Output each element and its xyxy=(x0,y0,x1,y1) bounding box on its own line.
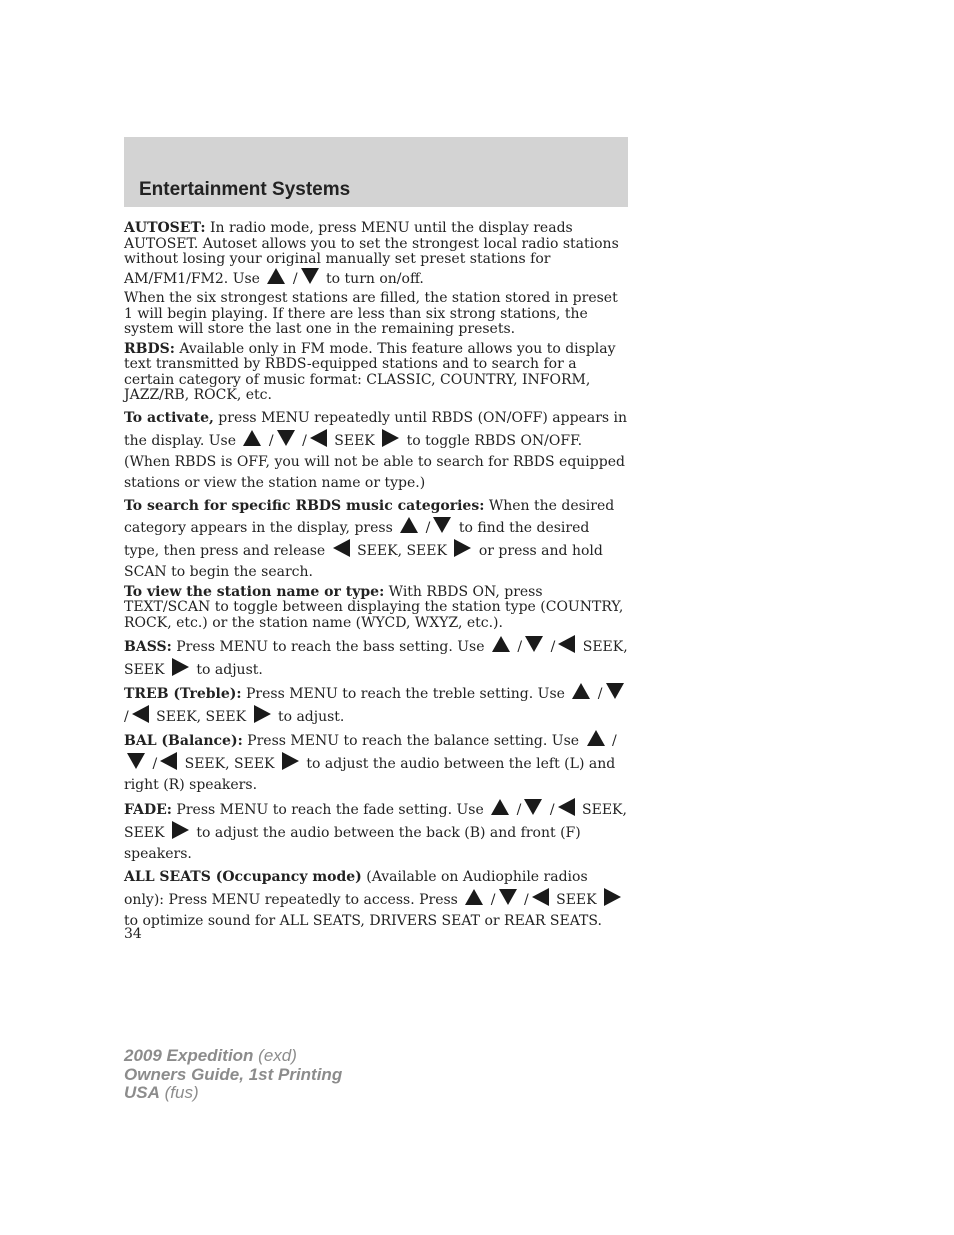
arrow-left-icon xyxy=(310,429,327,447)
balance-paragraph: BAL (Balance): Press MENU to reach the balance setting. Use / / SEEK, SEEK to adjust the audio between the left (L) and right (R) speakers. xyxy=(124,730,628,796)
arrow-left-icon xyxy=(558,635,575,653)
footer-line-guide: Owners Guide, 1st Printing xyxy=(124,1064,343,1084)
autoset-paragraph: AUTOSET: In radio mode, press MENU until the display reads AUTOSET. Autoset allows you to set the strongest local radio stations without losing your original manually set preset stations for AM/FM1/FM2. Use / to turn on/off. xyxy=(124,220,619,287)
bass-paragraph: BASS: Press MENU to reach the bass setting. Use / / SEEK, SEEK to adjust. xyxy=(124,635,628,681)
arrow-up-icon xyxy=(465,889,483,905)
footer-line-region: USA (fus) xyxy=(124,1083,199,1102)
arrow-left-icon xyxy=(160,752,177,770)
autoset-detail-paragraph: When the six strongest stations are filled, the station stored in preset 1 will begin playing. If there are less than six strong stations, the system will store the last one in the remaining presets. xyxy=(124,290,618,337)
arrow-up-icon xyxy=(492,636,510,652)
rbds-paragraph: RBDS: Available only in FM mode. This feature allows you to display text transmitted by RBDS-equipped stations and to search for a certain category of music format: CLASSIC, COUNTRY, INFORM, JAZZ/RB, ROCK, etc. xyxy=(124,340,616,403)
arrow-up-icon xyxy=(491,799,509,815)
arrow-right-icon xyxy=(254,705,271,723)
autoset-heading: AUTOSET: xyxy=(124,220,206,236)
view-heading: To view the station name or type: xyxy=(124,583,385,600)
search-heading: To search for specific RBDS music categories: xyxy=(124,497,485,514)
arrow-up-icon xyxy=(587,730,605,746)
arrow-down-icon xyxy=(277,430,295,446)
arrow-right-icon xyxy=(604,888,621,906)
treble-heading: TREB (Treble): xyxy=(124,686,242,702)
arrow-down-icon xyxy=(301,268,319,284)
arrow-down-icon xyxy=(499,889,517,905)
arrow-right-icon xyxy=(172,658,189,676)
arrow-down-icon xyxy=(525,636,543,652)
manual-body xyxy=(124,221,628,934)
arrow-down-icon xyxy=(433,517,451,533)
fade-heading: FADE: xyxy=(124,802,172,818)
arrow-left-icon xyxy=(333,539,350,557)
bass-heading: BASS: xyxy=(124,639,172,655)
all-seats-heading: ALL SEATS (Occupancy mode) xyxy=(124,869,362,885)
arrow-up-icon xyxy=(243,430,261,446)
activate-heading: To activate, xyxy=(124,409,214,426)
arrow-left-icon xyxy=(132,705,149,723)
arrow-right-icon xyxy=(282,752,299,770)
arrow-right-icon xyxy=(172,821,189,839)
footer-line-model: 2009 Expedition (exd) xyxy=(124,1046,297,1065)
section-header xyxy=(124,137,628,207)
arrow-right-icon xyxy=(454,539,471,557)
section-title: Entertainment Systems xyxy=(139,179,351,200)
arrow-down-icon xyxy=(606,683,624,699)
rbds-heading: RBDS: xyxy=(124,340,175,357)
all-seats-paragraph: ALL SEATS (Occupancy mode) (Available on Audiophile radios only): Press MENU repeatedly to access. Press / / SEEK to optimize sound for ALL SEATS, DRIVERS SEAT or REAR SEATS. xyxy=(124,867,628,932)
view-paragraph: To view the station name or type: With RBDS ON, press TEXT/SCAN to toggle between displaying the station type (COUNTRY, ROCK, etc.) or the station name (WYCD, WXYZ, etc.). xyxy=(124,583,624,631)
document-footer xyxy=(124,1047,342,1103)
activate-paragraph: To activate, press MENU repeatedly until RBDS (ON/OFF) appears in the display. Use / / SEEK to toggle RBDS ON/OFF. (When RBDS is OFF, you will not be able to search for RBDS equipped stations or view the station name or type.) xyxy=(124,409,628,491)
arrow-left-icon xyxy=(558,798,575,816)
arrow-right-icon xyxy=(382,429,399,447)
arrow-up-icon xyxy=(267,268,285,284)
arrow-up-icon xyxy=(400,517,418,533)
page-number: 34 xyxy=(124,926,142,942)
arrow-up-icon xyxy=(572,683,590,699)
balance-heading: BAL (Balance): xyxy=(124,733,243,749)
fade-paragraph: FADE: Press MENU to reach the fade setting. Use / / SEEK, SEEK to adjust the audio between the back (B) and front (F) speakers. xyxy=(124,798,628,865)
arrow-down-icon xyxy=(127,753,145,769)
arrow-down-icon xyxy=(524,799,542,815)
treble-paragraph: TREB (Treble): Press MENU to reach the treble setting. Use / / SEEK, SEEK to adjust. xyxy=(124,683,628,728)
arrow-left-icon xyxy=(532,888,549,906)
search-paragraph: To search for specific RBDS music categories: When the desired category appears in the display, press / to find the desired type, then press and release SEEK, SEEK or press and hold SCAN to begin the search. xyxy=(124,497,615,580)
